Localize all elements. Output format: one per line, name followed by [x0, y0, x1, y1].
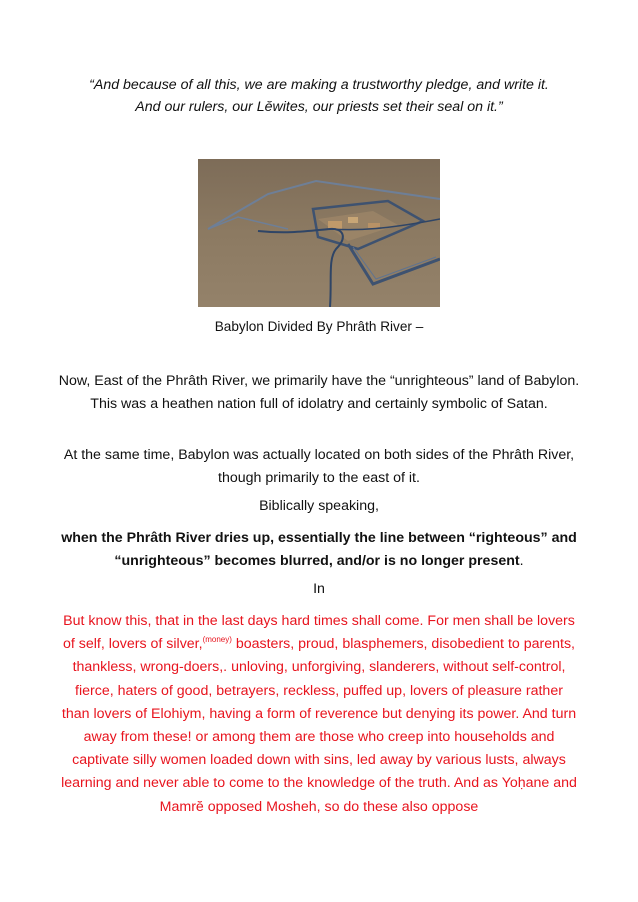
- quote-line-2: And our rulers, our Lĕwites, our priests set their seal on it.”: [135, 99, 503, 115]
- river-dries-period: .: [519, 553, 524, 569]
- image-caption: Babylon Divided By Phrâth River –: [214, 319, 424, 334]
- paragraph-east-babylon: Now, East of the Phrâth River, we primarily have the “unrighteous” land of Babylon. This was a heathen nation full of idolatry and certainly symbolic of Satan.: [58, 373, 580, 412]
- river-dries-bold-text: when the Phrâth River dries up, essentially the line between “righteous” and “unrighteous” becomes blurred, and/or is no longer present: [61, 530, 577, 569]
- paragraph-biblically: Biblically speaking,: [259, 498, 379, 514]
- babylon-map-illustration: [198, 159, 440, 307]
- babylon-map-image: [198, 159, 440, 307]
- red-scripture-passage: [60, 610, 578, 819]
- ruins-1: [328, 221, 342, 229]
- paragraph-both-sides: At the same time, Babylon was actually located on both sides of the Phrâth River, though primarily to the east of it.: [63, 447, 575, 486]
- paragraph-in: In: [313, 581, 325, 597]
- quote-line-1: “And because of all this, we are making a trustworthy pledge, and write it.: [89, 77, 549, 93]
- red-passage-part-2: boasters, proud, blasphemers, disobedient to parents, thankless, wrong-doers,. unloving, unforgiving, slanderers, without self-control, fierce, haters of good, betrayers, reckless, puffed up, lovers of pleasure rather than lovers of Elohiym, having a form of reverence but denying its power. And turn away from these! or among them are those who creep into households and captivate silly women loaded down with sins, led away by various lusts, always learning and never able to come to the knowledge of the truth. And as Yoḥane and Mamrĕ opposed Mosheh, so do these also oppose: [61, 636, 577, 815]
- ruins-2: [348, 217, 358, 223]
- paragraph-river-dries: [40, 527, 598, 573]
- scripture-quote: [40, 74, 598, 118]
- red-passage-part-1: But know this, that in the last days hard times shall come. For men shall be lovers of self, lovers of silver,: [63, 613, 575, 653]
- ruins-3: [368, 223, 380, 228]
- money-superscript: (money): [202, 635, 232, 645]
